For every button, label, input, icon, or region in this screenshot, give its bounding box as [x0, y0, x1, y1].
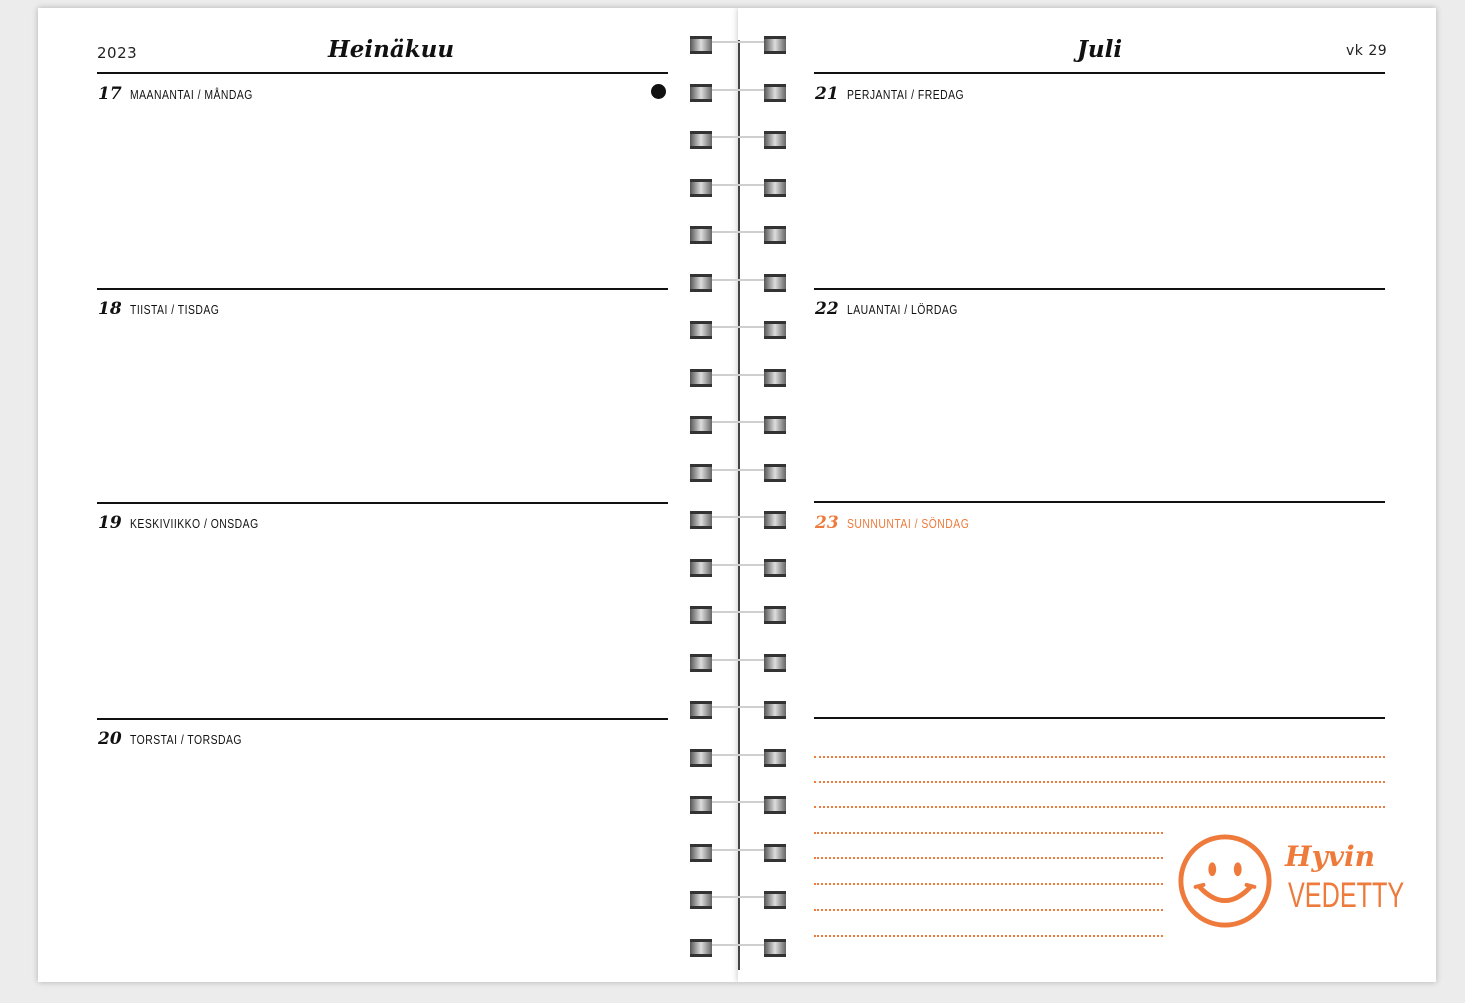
notes-line: [814, 857, 1163, 859]
logo-text-vedetty: VEDETTY: [1288, 876, 1405, 915]
right-page: [738, 8, 1436, 982]
day-sunday[interactable]: [815, 513, 1000, 535]
coil-link: [712, 374, 764, 376]
day-thursday[interactable]: [98, 729, 270, 751]
coil-link: [712, 41, 764, 43]
month-title-swedish: Juli: [1077, 36, 1123, 63]
coil-right: [764, 416, 786, 434]
notes-line: [814, 781, 1385, 783]
coil-link: [712, 421, 764, 423]
coil-right: [764, 226, 786, 244]
coil-link: [712, 849, 764, 851]
coil-link: [712, 754, 764, 756]
coil-link: [712, 326, 764, 328]
coil-right: [764, 84, 786, 102]
divider-rule: [97, 718, 668, 720]
coil-left: [690, 891, 712, 909]
coil-left: [690, 749, 712, 767]
coil-link: [712, 184, 764, 186]
coil-link: [712, 136, 764, 138]
coil-left: [690, 416, 712, 434]
week-number: vk 29: [1346, 43, 1388, 59]
coil-left: [690, 131, 712, 149]
day-number: 21: [815, 84, 839, 104]
day-tuesday[interactable]: [98, 299, 242, 321]
day-number: 23: [815, 513, 839, 533]
notes-line: [814, 832, 1163, 834]
coil-link: [712, 564, 764, 566]
coil-link: [712, 469, 764, 471]
divider-rule: [97, 502, 668, 504]
day-number: 18: [98, 299, 122, 319]
day-name: KESKIVIIKKO / ONSDAG: [130, 516, 259, 531]
day-number: 22: [815, 299, 839, 319]
coil-right: [764, 939, 786, 957]
coil-right: [764, 891, 786, 909]
divider-rule: [97, 288, 668, 290]
divider-rule: [814, 72, 1385, 74]
day-wednesday[interactable]: [98, 513, 291, 535]
coil-left: [690, 796, 712, 814]
coil-right: [764, 131, 786, 149]
day-number: 20: [98, 729, 122, 749]
day-monday[interactable]: [98, 84, 284, 106]
coil-right: [764, 179, 786, 197]
coil-left: [690, 606, 712, 624]
coil-link: [712, 611, 764, 613]
coil-right: [764, 606, 786, 624]
coil-right: [764, 464, 786, 482]
coil-left: [690, 36, 712, 54]
logo-text-hyvin: Hyvin: [1285, 840, 1375, 873]
coil-right: [764, 701, 786, 719]
coil-right: [764, 844, 786, 862]
coil-link: [712, 706, 764, 708]
full-moon-icon: [651, 84, 666, 99]
coil-right: [764, 796, 786, 814]
coil-link: [712, 801, 764, 803]
day-number: 19: [98, 513, 122, 533]
coil-link: [712, 231, 764, 233]
notes-line: [814, 806, 1385, 808]
notes-line: [814, 883, 1163, 885]
day-name: SUNNUNTAI / SÖNDAG: [847, 516, 970, 531]
year-label: 2023: [97, 44, 138, 62]
coil-left: [690, 369, 712, 387]
day-name: PERJANTAI / FREDAG: [847, 87, 965, 102]
coil-link: [712, 279, 764, 281]
coil-right: [764, 511, 786, 529]
smiley-icon: [1176, 832, 1274, 930]
coil-link: [712, 516, 764, 518]
coil-right: [764, 369, 786, 387]
coil-left: [690, 84, 712, 102]
coil-right: [764, 559, 786, 577]
coil-left: [690, 939, 712, 957]
left-page: [38, 8, 738, 982]
coil-link: [712, 89, 764, 91]
coil-left: [690, 511, 712, 529]
coil-left: [690, 274, 712, 292]
coil-left: [690, 654, 712, 672]
coil-right: [764, 749, 786, 767]
divider-rule: [814, 288, 1385, 290]
notes-line: [814, 756, 1385, 758]
coil-right: [764, 654, 786, 672]
coil-left: [690, 464, 712, 482]
coil-link: [712, 896, 764, 898]
coil-link: [712, 944, 764, 946]
coil-left: [690, 226, 712, 244]
divider-rule: [814, 501, 1385, 503]
coil-right: [764, 321, 786, 339]
day-saturday[interactable]: [815, 299, 986, 321]
notes-line: [814, 909, 1163, 911]
coil-link: [712, 659, 764, 661]
coil-right: [764, 36, 786, 54]
coil-left: [690, 701, 712, 719]
day-name: LAUANTAI / LÖRDAG: [847, 302, 958, 317]
month-title-finnish: Heinäkuu: [328, 36, 455, 63]
coil-right: [764, 274, 786, 292]
day-name: TIISTAI / TISDAG: [130, 302, 220, 317]
coil-left: [690, 321, 712, 339]
day-name: TORSTAI / TORSDAG: [130, 732, 242, 747]
divider-rule: [814, 717, 1385, 719]
coil-left: [690, 179, 712, 197]
day-friday[interactable]: [815, 84, 993, 106]
binding-spine: [738, 40, 740, 970]
coil-left: [690, 844, 712, 862]
coil-left: [690, 559, 712, 577]
notes-line: [814, 935, 1163, 937]
day-number: 17: [98, 84, 122, 104]
day-name: MAANANTAI / MÅNDAG: [130, 87, 253, 102]
divider-rule: [97, 72, 668, 74]
